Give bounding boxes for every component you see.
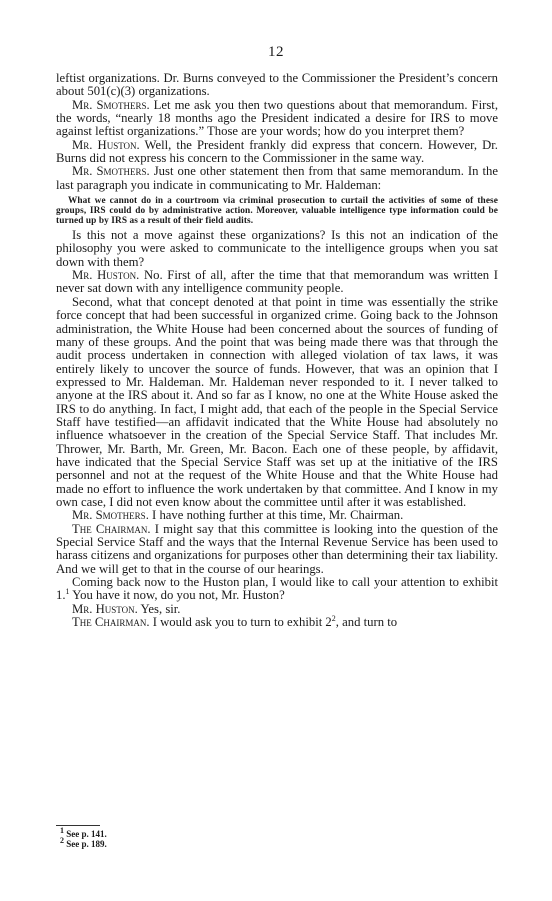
speaker-name: The Chairman. bbox=[72, 615, 150, 630]
body-text bbox=[56, 72, 498, 629]
footnote: $^2$ See p. 189. bbox=[60, 836, 107, 849]
paragraph: Is this not a move against these organizations? Is this not an indication of the philosophy you were asked to communicate to the intelligence groups when you sat down with them? bbox=[56, 228, 498, 269]
paragraph: Second, what that concept denoted at that point in time was essentially the strike force concept that had been successful in organized crime. Going back to the Johnson administration, the White House had been concerned about the sources of funding of many of these groups. And the point that was being made there was that through the audit process undertaken in connection with alleged violation of tax laws, it was entirely likely to uncover the source of funds. However, that was an opinion that I expressed to Mr. Haldeman. Mr. Haldeman never responded to it. I never talked to anyone at the IRS about it. And so far as I know, no one at the White House asked the IRS to do anything. In fact, I might add, that each of the people in the Special Service Staff have testified—an affidavit indicated that the White House had absolutely no influence whatsoever in the creation of the Special Service Staff. That includes Mr. Thrower, Mr. Barth, Mr. Green, Mr. Bacon. Each one of these people, by affidavit, have indicated that the Special Service Staff was set up at the initiative of the IRS personnel and not at the request of the White House and that the White House had made no effort to influence the work undertaken by that committee. And I know in my own case, I did not even know about the committee until after it was established. bbox=[56, 294, 498, 509]
paragraph: The Chairman. I would ask you to turn to exhibit $2^2$, and turn to bbox=[72, 613, 398, 630]
paragraph: Coming back now to the Huston plan, I would like to call your attention to exhibit 1.$^1$ You have it now, do you not, Mr. Huston? bbox=[56, 575, 498, 603]
paragraph: The Chairman. I might say that this committee is looking into the question of the Special Service Staff and the ways that the Internal Revenue Service has been used to harass citizens and organizations for purposes other than determining their tax liability. And we will get to that in the course of our hearings. bbox=[56, 521, 498, 576]
block-quote: What we cannot do in a courtroom via criminal prosecution to curtail the activities of some of these groups, IRS could do by administrative action. Moreover, valuable intelligence type information could be turned up by IRS as a result of their field audits. bbox=[56, 196, 498, 227]
paragraph: Mr. Huston. Well, the President frankly did express that concern. However, Dr. Burns did not express his concern to the Commissioner in the same way. bbox=[56, 137, 498, 166]
speaker-name: The Chairman. bbox=[72, 521, 151, 536]
speaker-name: Mr. Smothers. bbox=[72, 164, 150, 179]
speaker-name: Mr. Smothers. bbox=[72, 97, 150, 112]
footnote: $^1$ See p. 141. bbox=[60, 826, 107, 839]
speaker-name: Mr. Huston. bbox=[72, 268, 140, 283]
footnote-reference: 2 bbox=[331, 613, 336, 623]
footnotes bbox=[56, 825, 498, 849]
paragraph: Mr. Smothers. Just one other statement then from that same memorandum. In the last paragraph you indicate in communicating to Mr. Haldeman: bbox=[56, 164, 498, 192]
paragraph: Mr. Smothers. I have nothing further at this time, Mr. Chairman. bbox=[72, 508, 404, 523]
paragraph: Mr. Smothers. Let me ask you then two questions about that memorandum. First, the words, “nearly 18 months ago the President indicated a desire for IRS to move against leftist organizations.” Those are your words; how do you interpret them? bbox=[56, 97, 498, 139]
speaker-name: Mr. Huston. bbox=[72, 137, 140, 152]
speaker-name: Mr. Smothers. bbox=[72, 508, 149, 523]
paragraph: Mr. Huston. No. First of all, after the time that that memorandum was written I never sat down with any intelligence community people. bbox=[56, 268, 498, 296]
footnote-reference: 1 bbox=[65, 587, 70, 597]
speaker-name: Mr. Huston. bbox=[72, 601, 138, 616]
paragraph: leftist organizations. Dr. Burns conveyed to the Commissioner the President’s concern about 501(c)(3) organizations. bbox=[56, 71, 498, 99]
paragraph: Mr. Huston. Yes, sir. bbox=[72, 601, 181, 616]
page-number: 12 bbox=[268, 44, 284, 60]
